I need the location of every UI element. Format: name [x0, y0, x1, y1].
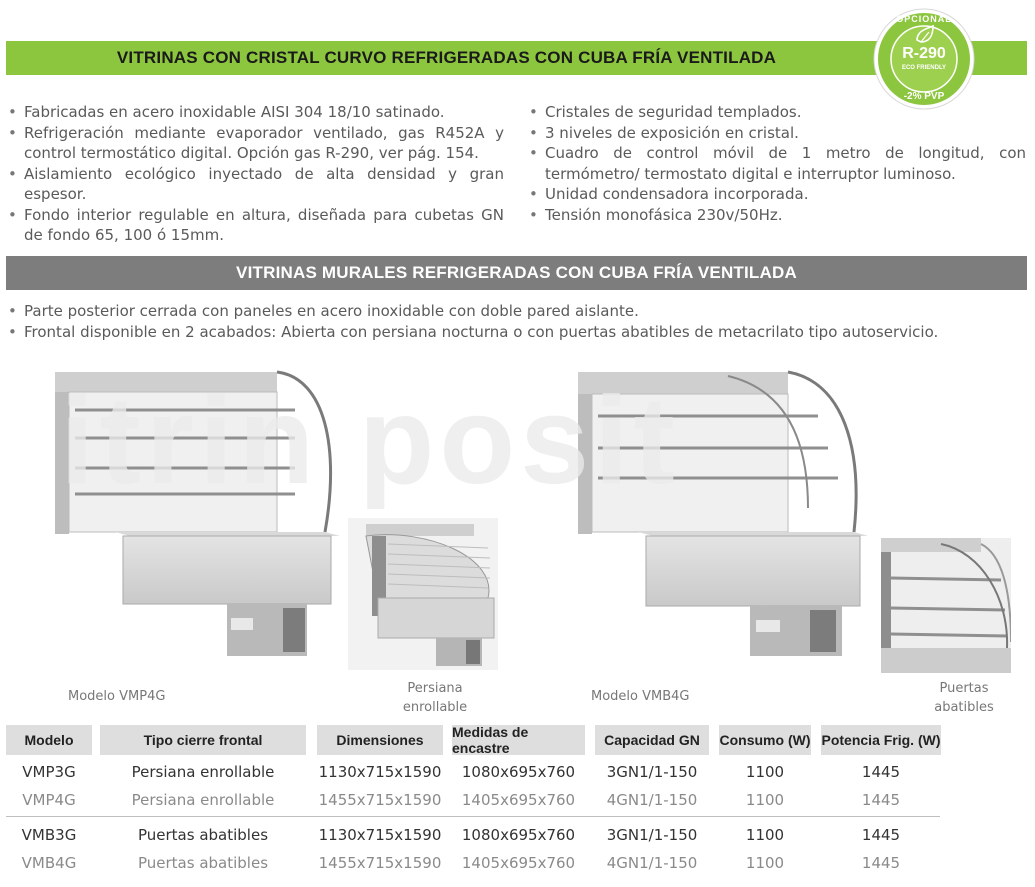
features-right-list	[528, 102, 1026, 225]
list-item: • Fabricadas en acero inoxidable AISI 304 18/10 satinado.	[7, 102, 504, 123]
table-cell: 3GN1/1-150	[606, 763, 698, 781]
table-cell: 1455x715x1590	[318, 854, 442, 872]
product-image-puertas	[881, 538, 1011, 673]
table-cell: 1100	[745, 826, 785, 844]
table-cell: 4GN1/1-150	[606, 854, 698, 872]
table-cell: 1100	[745, 854, 785, 872]
table-cell: VMP3G	[22, 763, 76, 781]
table-cell: Persiana enrollable	[131, 791, 275, 809]
list-item: • Fondo interior regulable en altura, diseñada para cubetas GN de fondo 65, 100 ó 15mm.	[7, 205, 504, 246]
watermark: itrin posit	[60, 372, 680, 510]
th-dimensiones: Dimensiones	[317, 725, 443, 755]
list-item: • Unidad condensadora incorporada.	[528, 184, 1026, 205]
caption-persiana-1: Persiana	[407, 681, 463, 696]
caption-puertas-2: abatibles	[934, 700, 994, 715]
table-cell: Puertas abatibles	[137, 854, 269, 872]
features-murales-list	[7, 301, 1007, 342]
table-cell: VMB3G	[21, 826, 77, 844]
list-item: • Parte posterior cerrada con paneles en acero inoxidable con doble pared aislante.	[7, 301, 1007, 322]
table-cell: VMP4G	[22, 791, 76, 809]
list-item: • Tensión monofásica 230v/50Hz.	[528, 205, 1026, 226]
banner-murales	[6, 256, 1027, 290]
table-cell: Persiana enrollable	[131, 763, 275, 781]
table-cell: 1405x695x760	[461, 791, 576, 809]
r290-badge	[873, 8, 975, 110]
caption-persiana-2: enrollable	[402, 700, 468, 715]
table-cell: 1130x715x1590	[318, 826, 442, 844]
th-consumo: Consumo (W)	[719, 725, 811, 755]
th-potencia-frig: Potencia Frig. (W)	[821, 725, 941, 755]
caption-vmb4g: Modelo VMB4G	[591, 689, 690, 704]
banner-curvo-title: VITRINAS CON CRISTAL CURVO REFRIGERADAS CON CUBA FRÍA VENTILADA	[116, 48, 777, 67]
badge-opcional: OPCIONAL	[896, 14, 952, 24]
badge-gas: R-290	[902, 45, 946, 62]
list-item: • Cristales de seguridad templados.	[528, 102, 1026, 123]
table-cell: 1445	[861, 854, 901, 872]
table-cell: Puertas abatibles	[137, 826, 269, 844]
features-left-list	[7, 102, 504, 246]
table-cell: 1455x715x1590	[318, 791, 442, 809]
list-item: • Refrigeración mediante evaporador ventilado, gas R452A y control termostático digital. Opción gas R-290, ver pág. 154.	[7, 123, 504, 164]
th-modelo: Modelo	[6, 725, 92, 755]
table-cell: 1445	[861, 826, 901, 844]
table-group-separator	[6, 816, 940, 817]
table-cell: 1100	[745, 791, 785, 809]
table-cell: 1445	[861, 763, 901, 781]
table-cell: 1080x695x760	[461, 763, 576, 781]
list-item: • Aislamiento ecológico inyectado de alta densidad y gran espesor.	[7, 164, 504, 205]
caption-puertas-1: Puertas	[939, 681, 989, 696]
table-cell: VMB4G	[21, 854, 77, 872]
badge-eco: ECO FRIENDLY	[901, 65, 947, 71]
table-cell: 4GN1/1-150	[606, 791, 698, 809]
th-tipo-cierre: Tipo cierre frontal	[100, 725, 306, 755]
table-cell: 1445	[861, 791, 901, 809]
badge-discount: -2% PVP	[903, 91, 945, 102]
list-item: • 3 niveles de exposición en cristal.	[528, 123, 1026, 144]
table-cell: 1100	[745, 763, 785, 781]
table-cell: 1080x695x760	[461, 826, 576, 844]
table-cell: 1130x715x1590	[318, 763, 442, 781]
th-capacidad-gn: Capacidad GN	[595, 725, 709, 755]
product-image-persiana	[348, 518, 498, 670]
table-cell: 3GN1/1-150	[606, 826, 698, 844]
caption-vmp4g: Modelo VMP4G	[68, 689, 166, 704]
list-item: • Frontal disponible en 2 acabados: Abierta con persiana nocturna o con puertas abatibles de metacrilato tipo autoservicio.	[7, 322, 1007, 343]
banner-murales-title: VITRINAS MURALES REFRIGERADAS CON CUBA FRÍA VENTILADA	[236, 263, 797, 282]
table-cell: 1405x695x760	[461, 854, 576, 872]
list-item: • Cuadro de control móvil de 1 metro de longitud, con termómetro/ termostato digital e interruptor luminoso.	[528, 143, 1026, 184]
th-medidas-encastre: Medidas de encastre	[452, 725, 585, 755]
